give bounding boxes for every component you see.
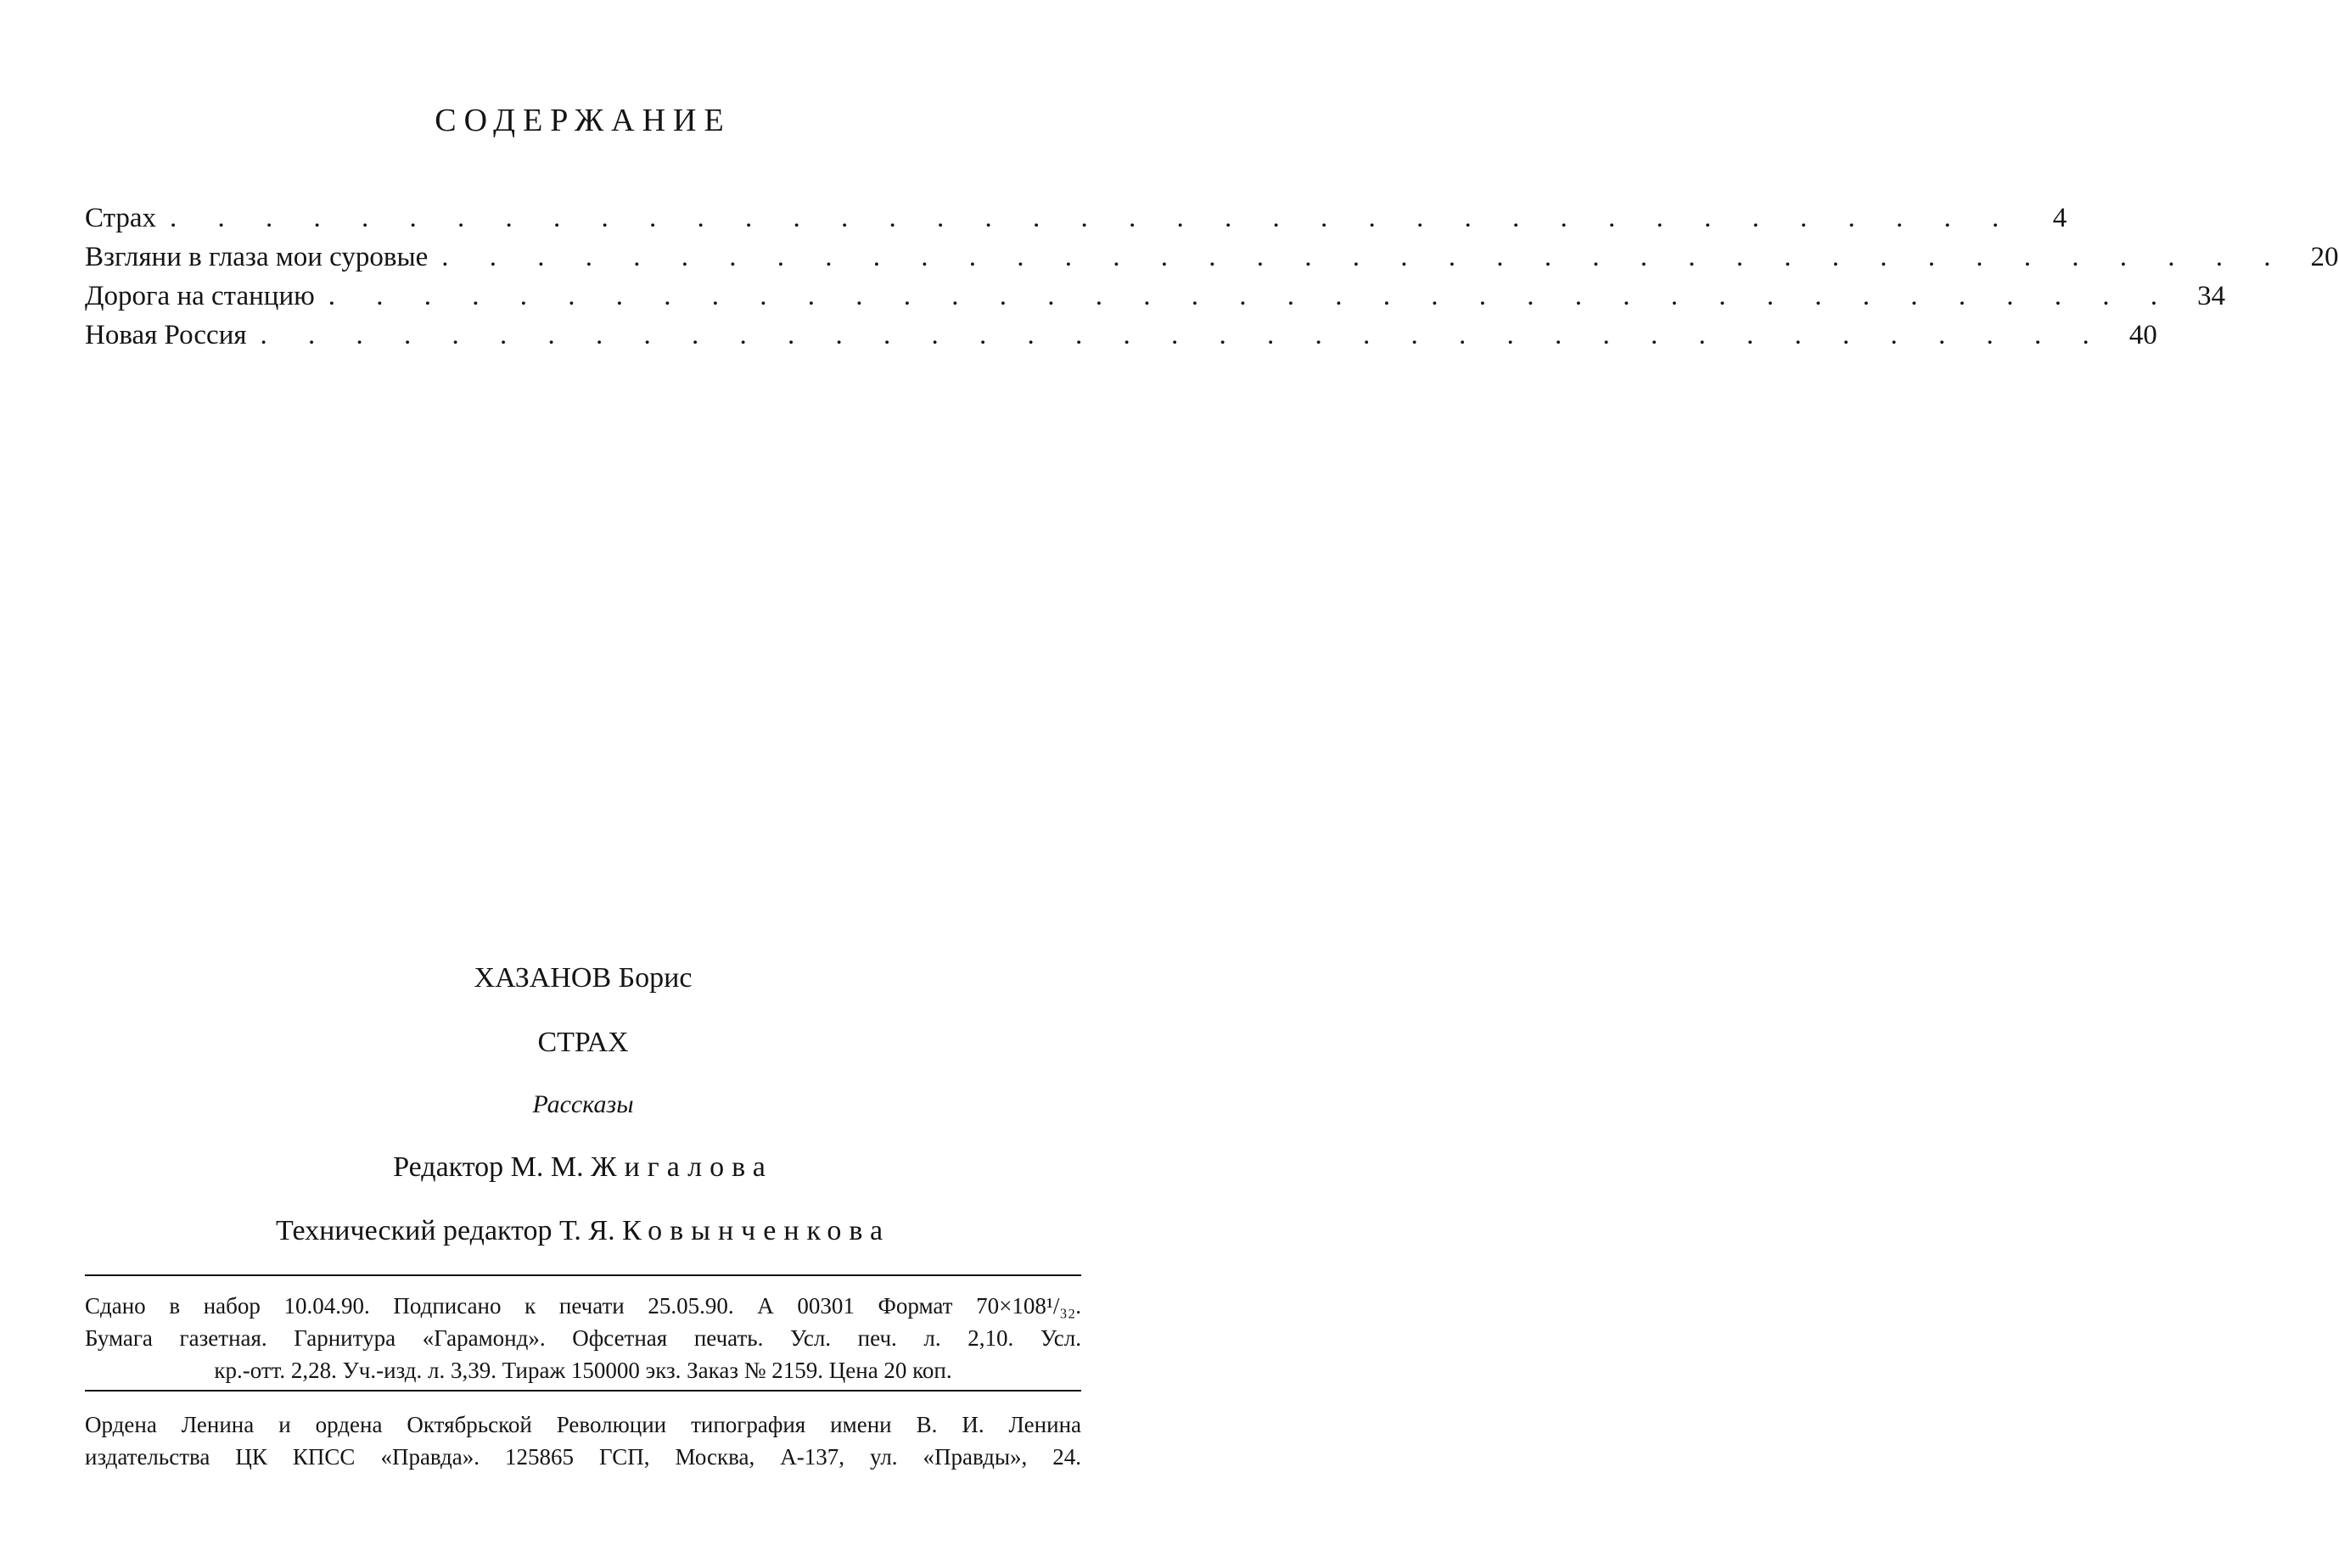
publication-data-line: Сдано в набор 10.04.90. Подписано к печати 25.05.90. А 00301 Формат 70×108¹/₃₂. bbox=[85, 1293, 1081, 1319]
toc-entry-title: Дорога на станцию bbox=[85, 281, 315, 311]
toc-entry bbox=[85, 199, 2067, 238]
toc-entry bbox=[85, 277, 2226, 316]
toc-leader-dots: . . . . . . . . . . . . . . . . . . . . . . . . . . . . . . . . . . . . . . . bbox=[260, 320, 2106, 350]
book-title: СТРАХ bbox=[537, 1027, 629, 1058]
publication-data-line: кр.-отт. 2,28. Уч.-изд. л. 3,39. Тираж 150000 экз. Заказ № 2159. Цена 20 коп. bbox=[214, 1358, 952, 1383]
editor-label: Редактор М. М. bbox=[393, 1151, 584, 1183]
printer-info bbox=[85, 1408, 1081, 1473]
tech-editor-credit bbox=[0, 1212, 1166, 1251]
toc-entry-title: Новая Россия bbox=[85, 320, 247, 350]
divider bbox=[85, 1390, 1081, 1392]
author-name: ХАЗАНОВ Борис bbox=[474, 962, 693, 994]
toc-entry-page: 34 bbox=[2197, 281, 2226, 311]
toc-entry bbox=[85, 316, 2157, 355]
printer-info-line: издательства ЦК КПСС «Правда». 125865 ГСП, Москва, А-137, ул. «Правды», 24. bbox=[85, 1444, 1081, 1470]
editor-credit bbox=[0, 1148, 1166, 1187]
toc-leader-dots: . . . . . . . . . . . . . . . . . . . . . . . . . . . . . . . . . . . . . . . bbox=[441, 242, 2288, 272]
toc-entry bbox=[85, 238, 2339, 277]
toc-leader-dots: . . . . . . . . . . . . . . . . . . . . . . . . . . . . . . . . . . . . . . . bbox=[328, 281, 2175, 311]
toc-entry-title: Взгляни в глаза мои суровые bbox=[85, 242, 429, 272]
publication-data bbox=[85, 1290, 1081, 1386]
tech-editor-label: Технический редактор Т. Я. bbox=[275, 1215, 615, 1246]
publication-data-line: Бумага газетная. Гарнитура «Гарамонд». Офсетная печать. Усл. печ. л. 2,10. Усл. bbox=[85, 1325, 1081, 1351]
toc-entry-title: Страх bbox=[85, 203, 157, 233]
toc-entry-page: 20 bbox=[2310, 242, 2339, 272]
toc-leader-dots: . . . . . . . . . . . . . . . . . . . . . . . . . . . . . . . . . . . . . . . bbox=[170, 203, 2016, 233]
printer-info-line: Ордена Ленина и ордена Октябрьской Революции типография имени В. И. Ленина bbox=[85, 1412, 1081, 1437]
divider bbox=[85, 1274, 1081, 1276]
tech-editor-name: Ковынченкова bbox=[622, 1215, 891, 1246]
book-genre: Рассказы bbox=[532, 1090, 634, 1118]
editor-name: Жигалова bbox=[591, 1151, 773, 1183]
toc-entry-page: 40 bbox=[2129, 320, 2157, 350]
table-of-contents bbox=[85, 199, 2339, 355]
contents-heading: СОДЕРЖАНИЕ bbox=[435, 103, 732, 138]
toc-entry-page: 4 bbox=[2052, 203, 2067, 233]
